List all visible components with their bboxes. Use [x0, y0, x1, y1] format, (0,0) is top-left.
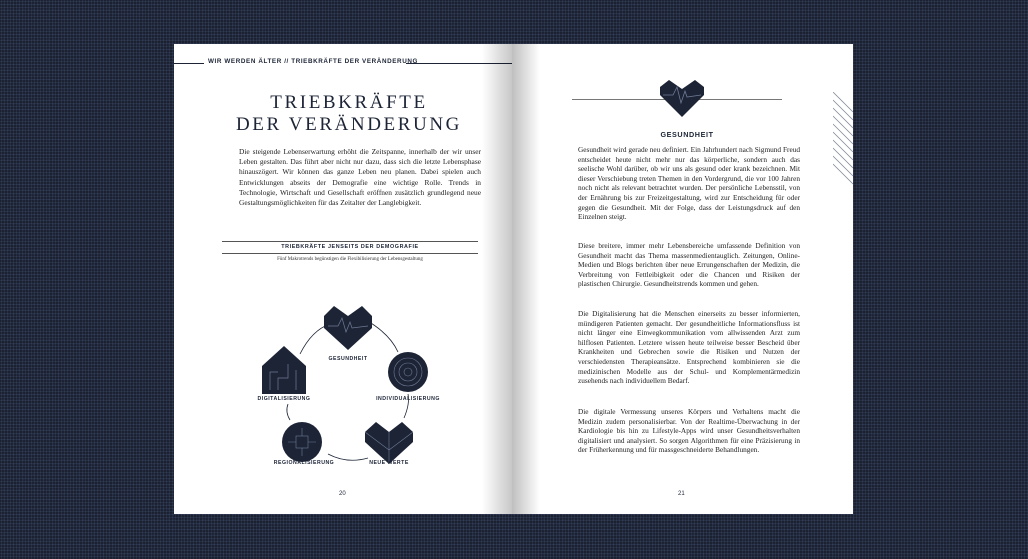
spine-shadow-left: [482, 44, 512, 514]
section-rule-top: [222, 241, 478, 242]
heart-icon-large: [659, 79, 705, 119]
running-head: [174, 58, 512, 68]
trend-diagram-svg: [222, 264, 478, 464]
spine-shadow-right: [512, 44, 540, 514]
decorative-stripes: [833, 92, 853, 190]
page-number-left: 20: [339, 491, 346, 497]
label-digitalisierung: DIGITALISIERUNG: [257, 396, 311, 402]
label-neue-werte: NEUE WERTE: [369, 460, 409, 466]
region-icon: [282, 422, 322, 462]
running-head-text: WIR WERDEN ÄLTER // TRIEBKRÄFTE DER VERÄNDERUNG: [208, 58, 418, 65]
section-title-gesundheit: GESUNDHEIT: [660, 130, 714, 139]
house-circuit-icon: [262, 346, 306, 394]
intro-paragraph: Die steigende Lebenserwartung erhöht die Zeitspanne, innerhalb der wir unser Leben gestalten. Das führt aber nicht nur dazu, dass sich die letzte Lebensphase hinauszögert. Wir können das ganze Leben neu planen. Dabei spielen auch Entwicklungen abseits der Demografie eine wichtige Rolle. Trends in Technologie, Wirtschaft und Gesellschaft eröffnen zusätzlich grundlegend neue Gestaltungsmöglichkeiten für das Zeitalter der Langlebigkeit.: [239, 147, 481, 208]
paragraph-4: Die digitale Vermessung unseres Körpers und Verhaltens macht die Medizin zudem personalisierbar. Von der Realtime-Überwachung in der Kardiologie bis hin zu Lifestyle-Apps wird unser Gesundheitsverhalten digitalisiert und analysiert. So sorgen Algorithmen für eine Präzisierung in der Früherkennung und für massgeschneiderte Behandlungen.: [578, 407, 800, 455]
connector-regionalisierung-digitalisierung: [287, 404, 290, 420]
heart-values-icon: [365, 422, 413, 464]
page-title: [214, 92, 484, 136]
left-page: [174, 44, 512, 514]
section-subheading: Fünf Makrotrends begünstigen die Flexibilisierung der Lebensgestaltung: [277, 257, 423, 262]
paragraph-2: Diese breitere, immer mehr Lebensbereiche umfassende Definition von Gesundheit macht das Thema massenmedientauglich. Zeitungen, Online-Medien und Blogs berichten über neue Errungenschaften der Medizin, die Verbreitung von Fettleibigkeit oder die Chancen und Risiken der plastischen Chirurgie. Gesundheitstrends kommen und gehen.: [578, 241, 800, 289]
label-regionalisierung: REGIONALISIERUNG: [273, 460, 335, 466]
paragraph-3: Die Digitalisierung hat die Menschen einerseits zu besser informierten, mündigeren Patienten gemacht. Der gesundheitliche Informationsfluss ist nicht länger eine Einwegkommunikation vom allwissenden Arzt zum hilflosen Patienten. Letztere wissen heute teilweise besser Bescheid über Krankheiten und Gebrechen sowie die Risiken und Nutzen der verschiedensten Therapieansätze. Entsprechend kombinieren sie die medizinischen Modelle aus der Schul- und Komplementärmedizin zusehends nach individuellem Bedarf.: [578, 309, 800, 386]
running-head-rule: [174, 63, 204, 64]
title-line-2: DER VERÄNDERUNG: [235, 114, 462, 135]
title-line-1: TRIEBKRÄFTE: [270, 92, 428, 113]
label-individualisierung: INDIVIDUALISIERUNG: [376, 396, 440, 402]
right-page: [512, 44, 853, 514]
page-number-right: 21: [678, 491, 685, 497]
paragraph-1: Gesundheit wird gerade neu definiert. Ein Jahrhundert nach Sigmund Freud entscheidet heute nicht mehr nur das körperliche, sondern auch das seelische Wohl darüber, ob wir uns als gesund oder krank bezeichnen. Mit dieser Verschiebung treten Themen in den Vordergrund, die vor 100 Jahren noch nicht als relevant betrachtet wurden. Der persönliche Lebensstil, von der Ernährung bis zur Freizeitgestaltung, wird zur Entscheidung für oder gegen die Gesundheit. Mit der Folge, dass der Leistungsdruck auf den Einzelnen steigt.: [578, 145, 800, 222]
label-gesundheit: GESUNDHEIT: [328, 356, 368, 362]
fingerprint-icon: [388, 352, 428, 392]
section-heading: TRIEBKRÄFTE JENSEITS DER DEMOGRAFIE: [281, 244, 419, 250]
section-rule-bottom: [222, 253, 478, 254]
trend-diagram: [222, 264, 478, 464]
heart-icon: [324, 306, 372, 350]
